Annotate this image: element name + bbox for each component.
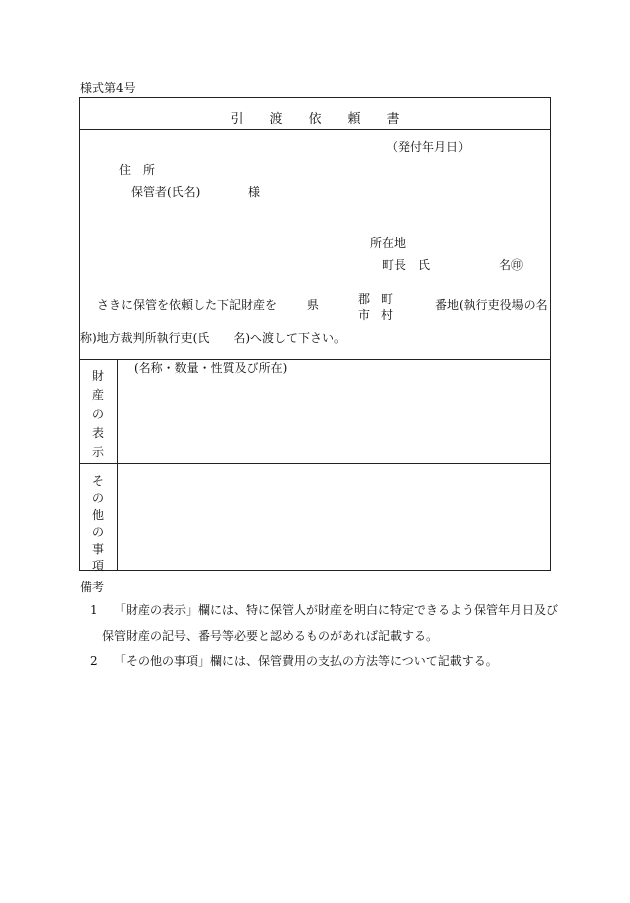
custodian-name-label: 保管者(氏名) bbox=[131, 185, 201, 199]
seal-label: 名㊞ bbox=[499, 258, 524, 272]
remark-1-line-2: 保管財産の記号、番号等必要と認めるものがあれば記載する。 bbox=[102, 629, 439, 643]
request-machi-mura: 町 村 bbox=[381, 292, 394, 322]
issue-date: （発付年月日） bbox=[386, 140, 471, 154]
property-header: 財 産 の 表 示 bbox=[91, 369, 104, 459]
title-divider bbox=[79, 129, 551, 130]
property-divider bbox=[79, 463, 551, 464]
remarks-title: 備考 bbox=[80, 580, 105, 594]
request-gun-shi: 郡 市 bbox=[358, 292, 371, 322]
other-matters-header: そ の 他 の 事 項 bbox=[91, 474, 104, 573]
header-column-divider bbox=[117, 359, 118, 570]
body-divider bbox=[79, 359, 551, 360]
remark-1-line-1: 「財産の表示」欄には、特に保管人が財産を明白に特定できるよう保管年月日及び bbox=[114, 603, 559, 617]
request-banchi: 番地(執行吏役場の名 bbox=[435, 298, 548, 312]
remark-2-number: 2 bbox=[90, 654, 98, 668]
request-text-1: さきに保管を依頼した下記財産を bbox=[97, 298, 278, 312]
remark-2-line-1: 「その他の事項」欄には、保管費用の支払の方法等について記載する。 bbox=[114, 654, 498, 668]
property-note: (名称・数量・性質及び所在) bbox=[134, 361, 288, 375]
form-number: 様式第4号 bbox=[80, 81, 136, 95]
document-title: 引渡依頼書 bbox=[230, 112, 426, 127]
mayor-label: 町長 氏 bbox=[382, 258, 431, 272]
address-label: 住 所 bbox=[119, 163, 156, 177]
location-label: 所在地 bbox=[370, 236, 407, 250]
request-prefecture: 県 bbox=[307, 298, 320, 312]
custodian-honorific: 様 bbox=[248, 185, 261, 199]
request-text-2: 称)地方裁判所執行吏(氏 名)へ渡して下さい。 bbox=[80, 331, 347, 345]
remark-1-number: 1 bbox=[90, 603, 98, 617]
